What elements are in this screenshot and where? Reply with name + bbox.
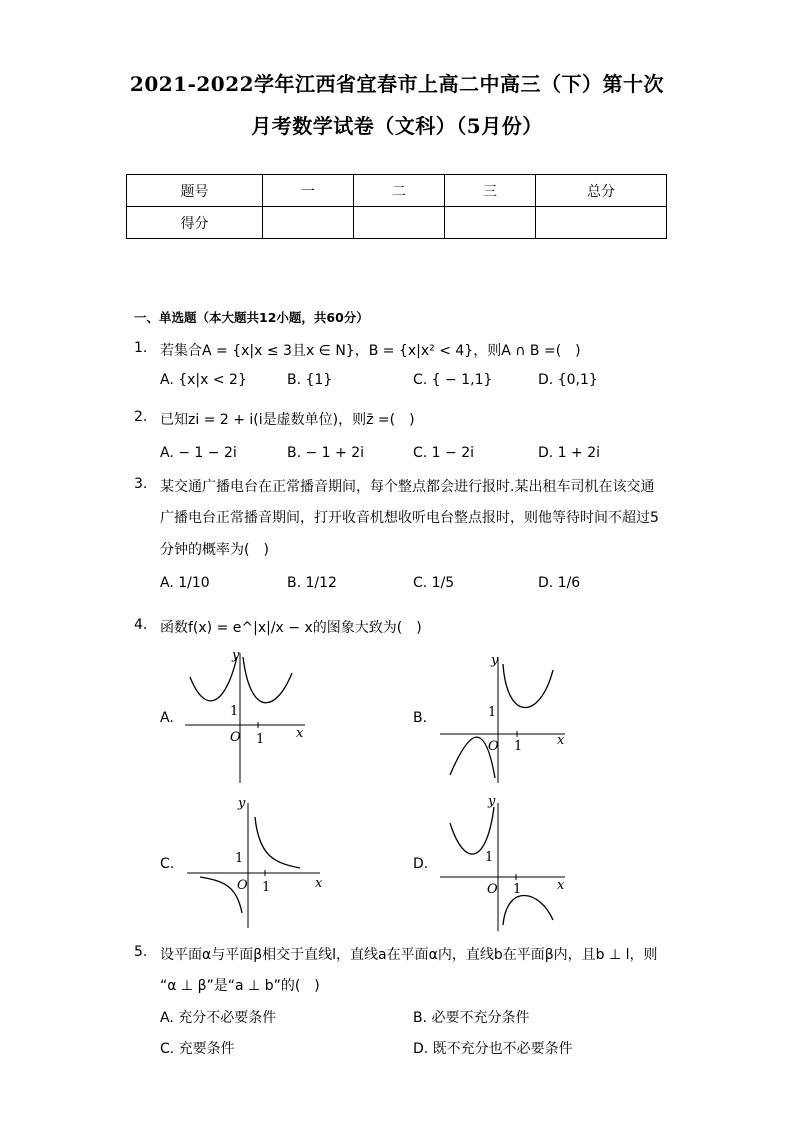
option-a: A. 充分不必要条件 — [160, 1010, 277, 1026]
x-axis-label: x — [557, 878, 565, 893]
score-header-cell: 三 — [445, 175, 536, 207]
option-a: A. {x|x < 2} — [160, 372, 247, 388]
tick-one-x: 1 — [513, 882, 522, 897]
option-c: C. 充要条件 — [160, 1041, 235, 1057]
option-d: D. 既不充分也不必要条件 — [413, 1041, 573, 1057]
y-axis-label: y — [488, 794, 496, 809]
option-d: D. 1 + 2i — [538, 445, 601, 461]
origin-label: O — [230, 730, 241, 745]
option-b: B. {1} — [287, 372, 333, 388]
question-text-line: 广播电台正常播音期间，打开收音机想收听电台整点报时，则他等待时间不超过5 — [160, 510, 659, 526]
score-table-header-row — [127, 175, 667, 207]
score-table — [126, 174, 667, 239]
x-axis-label: x — [557, 733, 565, 748]
origin-label: O — [237, 878, 248, 893]
section-heading: 一、单选题（本大题共12小题，共60分） — [134, 310, 369, 325]
origin-label: O — [488, 739, 499, 754]
score-cell — [536, 207, 667, 239]
x-axis-label: x — [315, 876, 323, 891]
graph-c-label: C. — [160, 856, 175, 872]
question-number: 3. — [134, 476, 148, 492]
x-axis-label: x — [296, 726, 304, 741]
option-c: C. 1/5 — [413, 575, 455, 591]
question-text-line: 设平面α与平面β相交于直线l，直线a在平面α内，直线b在平面β内，且b ⊥ l，则 — [160, 947, 658, 963]
question-text: 已知zi = 2 + i(i是虚数单位)，则z̄ =( ) — [160, 412, 415, 428]
score-header-cell: 二 — [354, 175, 445, 207]
tick-one-x: 1 — [514, 739, 523, 754]
score-header-cell: 一 — [263, 175, 354, 207]
graph-a-label: A. — [160, 710, 174, 726]
graph-b — [435, 650, 575, 785]
score-row-label: 得分 — [127, 207, 263, 239]
option-c: C. 1 − 2i — [413, 445, 475, 461]
question-text: 函数f(x) = e^|x|/x − x的图象大致为( ) — [160, 620, 422, 636]
score-cell — [263, 207, 354, 239]
graph-c — [185, 795, 330, 930]
tick-one-y: 1 — [485, 850, 494, 865]
score-header-cell: 总分 — [536, 175, 667, 207]
tick-one-y: 1 — [235, 851, 244, 866]
option-b: B. − 1 + 2i — [287, 445, 365, 461]
option-d: D. 1/6 — [538, 575, 581, 591]
graph-b-label: B. — [413, 710, 428, 726]
origin-label: O — [487, 882, 498, 897]
option-b: B. 1/12 — [287, 575, 337, 591]
question-text-line: “α ⊥ β”是“a ⊥ b”的( ) — [160, 978, 320, 994]
question-number: 2. — [134, 409, 148, 425]
score-header-cell: 题号 — [127, 175, 263, 207]
y-axis-label: y — [238, 796, 246, 811]
option-a: A. − 1 − 2i — [160, 445, 237, 461]
exam-title-line1: 2021-2022学年江西省宜春市上高二中高三（下）第十次 — [129, 72, 665, 96]
question-number: 1. — [134, 340, 148, 356]
question-text: 若集合A = {x|x ≤ 3且x ∈ N}，B = {x|x² < 4}，则A ∩ B =( ) — [160, 343, 581, 359]
tick-one-y: 1 — [230, 704, 239, 719]
graph-d-label: D. — [413, 856, 429, 872]
graph-d — [435, 795, 575, 933]
option-d: D. {0,1} — [538, 372, 598, 388]
option-c: C. { − 1,1} — [413, 372, 493, 388]
question-text-line: 分钟的概率为( ) — [160, 542, 269, 558]
score-cell — [445, 207, 536, 239]
score-table-row — [127, 207, 667, 239]
y-axis-label: y — [232, 648, 240, 663]
tick-one-x: 1 — [262, 880, 271, 895]
question-text-line: 某交通广播电台在正常播音期间，每个整点都会进行报时.某出租车司机在该交通 — [160, 479, 655, 495]
option-b: B. 必要不充分条件 — [413, 1010, 530, 1026]
question-number: 5. — [134, 944, 148, 960]
y-axis-label: y — [491, 653, 499, 668]
graph-a — [180, 645, 310, 785]
option-a: A. 1/10 — [160, 575, 210, 591]
exam-title-line2: 月考数学试卷（文科）（5月份） — [251, 114, 543, 138]
score-cell — [354, 207, 445, 239]
tick-one-y: 1 — [488, 705, 497, 720]
question-number: 4. — [134, 617, 148, 633]
tick-one-x: 1 — [256, 732, 265, 747]
